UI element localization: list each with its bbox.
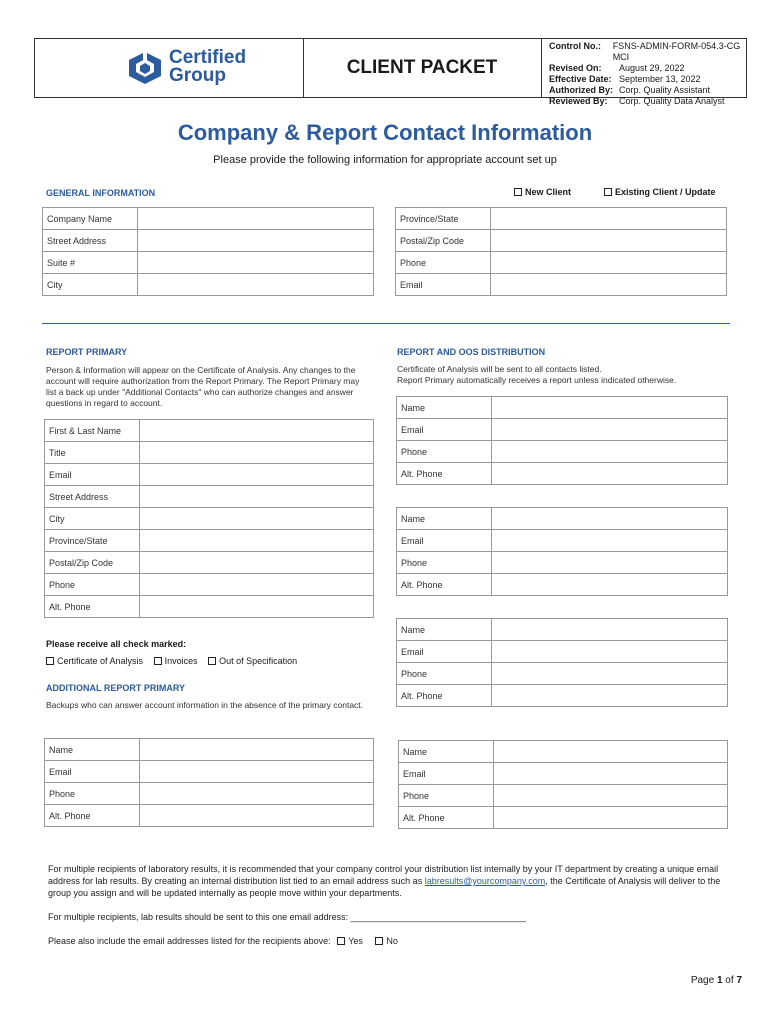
distribution-contact-4 xyxy=(398,740,728,829)
field-label: Province/State xyxy=(45,530,140,552)
form-row xyxy=(45,783,374,805)
control-info-value: FSNS-ADMIN-FORM-054.3-CG MCI xyxy=(612,41,741,62)
report-primary-heading: REPORT PRIMARY xyxy=(46,347,128,357)
field-input[interactable] xyxy=(138,208,374,230)
invoices-option[interactable] xyxy=(154,656,198,666)
field-label: Phone xyxy=(397,663,492,685)
yes-label: Yes xyxy=(348,936,363,946)
distribution-contact-2 xyxy=(396,507,728,596)
field-input[interactable] xyxy=(492,619,728,641)
page-current: 1 xyxy=(716,975,723,986)
include-emails-label: Please also include the email addresses listed for the recipients above: xyxy=(48,936,331,946)
field-input[interactable] xyxy=(138,274,374,296)
field-label: Phone xyxy=(399,785,494,807)
existing-client-checkbox[interactable] xyxy=(604,188,612,196)
form-row xyxy=(397,663,728,685)
page-number xyxy=(691,975,742,986)
field-input[interactable] xyxy=(492,508,728,530)
report-primary-table xyxy=(44,419,374,618)
field-label: Email xyxy=(399,763,494,785)
form-row xyxy=(43,230,374,252)
field-input[interactable] xyxy=(492,685,728,707)
form-row xyxy=(397,397,728,419)
field-label: Phone xyxy=(45,783,140,805)
recommendation-text-b: , the Certificate of Analysis will deliver to the group you assign and will be updated internally as people move within your departments. xyxy=(48,876,721,898)
field-label: Name xyxy=(45,739,140,761)
yes-checkbox[interactable] xyxy=(337,937,345,945)
form-row xyxy=(45,508,374,530)
general-info-heading: GENERAL INFORMATION xyxy=(46,188,156,198)
existing-client-option[interactable] xyxy=(604,187,716,197)
form-row xyxy=(397,685,728,707)
form-row xyxy=(45,464,374,486)
new-client-label: New Client xyxy=(525,187,572,197)
form-row xyxy=(43,208,374,230)
general-info-right-table xyxy=(395,207,727,296)
form-row xyxy=(396,208,727,230)
field-input[interactable] xyxy=(491,274,727,296)
field-input[interactable] xyxy=(140,486,374,508)
receive-options xyxy=(46,656,297,666)
no-checkbox[interactable] xyxy=(375,937,383,945)
form-row xyxy=(396,274,727,296)
field-label: Alt. Phone xyxy=(397,463,492,485)
field-input[interactable] xyxy=(492,530,728,552)
form-row xyxy=(397,508,728,530)
form-row xyxy=(397,419,728,441)
field-input[interactable] xyxy=(491,252,727,274)
distribution-desc-line-1: Certificate of Analysis will be sent to all contacts listed. xyxy=(397,364,602,374)
control-info-value: September 13, 2022 xyxy=(619,74,701,84)
additional-primary-table xyxy=(44,738,374,827)
form-row xyxy=(45,530,374,552)
form-row xyxy=(397,530,728,552)
page-total: 7 xyxy=(736,975,742,986)
field-label: Phone xyxy=(45,574,140,596)
form-row xyxy=(45,486,374,508)
field-input[interactable] xyxy=(494,741,728,763)
form-row xyxy=(45,442,374,464)
field-label: City xyxy=(43,274,138,296)
field-label: Phone xyxy=(397,552,492,574)
form-row xyxy=(397,552,728,574)
form-row xyxy=(45,552,374,574)
form-row xyxy=(397,641,728,663)
logo-mark-icon xyxy=(127,51,163,85)
control-info-row xyxy=(549,63,746,74)
logo-wordmark xyxy=(169,49,246,85)
field-input[interactable] xyxy=(140,783,374,805)
field-input[interactable] xyxy=(140,530,374,552)
form-row xyxy=(45,574,374,596)
field-label: Phone xyxy=(396,252,491,274)
field-label: Email xyxy=(397,530,492,552)
field-input[interactable] xyxy=(492,641,728,663)
form-row xyxy=(397,463,728,485)
field-input[interactable] xyxy=(492,574,728,596)
field-input[interactable] xyxy=(140,552,374,574)
field-label: Email xyxy=(397,641,492,663)
field-input[interactable] xyxy=(492,663,728,685)
field-input[interactable] xyxy=(138,252,374,274)
oos-checkbox[interactable] xyxy=(208,657,216,665)
field-input[interactable] xyxy=(491,230,727,252)
field-label: Name xyxy=(399,741,494,763)
form-row xyxy=(45,739,374,761)
packet-title: CLIENT PACKET xyxy=(303,39,542,97)
form-row xyxy=(397,574,728,596)
field-input[interactable] xyxy=(140,464,374,486)
field-label: Email xyxy=(45,464,140,486)
control-info-row xyxy=(549,41,746,63)
form-row xyxy=(43,252,374,274)
field-label: Title xyxy=(45,442,140,464)
example-email-link[interactable]: labresults@yourcompany.com xyxy=(424,876,546,886)
page-title: Company & Report Contact Information xyxy=(177,120,593,145)
oos-label: Out of Specification xyxy=(219,656,298,666)
distribution-description xyxy=(397,364,727,386)
include-emails-line xyxy=(48,935,398,947)
general-info-left-table xyxy=(42,207,374,296)
field-label: Alt. Phone xyxy=(45,596,140,618)
control-info-value: Corp. Quality Assistant xyxy=(619,85,711,95)
field-label: Alt. Phone xyxy=(45,805,140,827)
distribution-desc-line-2: Report Primary automatically receives a report unless indicated otherwise. xyxy=(397,375,677,385)
field-input[interactable] xyxy=(492,441,728,463)
field-input[interactable] xyxy=(138,230,374,252)
field-input[interactable] xyxy=(494,763,728,785)
coa-checkbox[interactable] xyxy=(46,657,54,665)
form-row xyxy=(399,807,728,829)
field-label: Alt. Phone xyxy=(399,807,494,829)
invoices-checkbox[interactable] xyxy=(154,657,162,665)
form-row xyxy=(45,805,374,827)
control-info-key: Revised On: xyxy=(549,63,602,73)
new-client-option[interactable] xyxy=(514,187,571,197)
field-label: Province/State xyxy=(396,208,491,230)
field-input[interactable] xyxy=(140,442,374,464)
field-input[interactable] xyxy=(492,397,728,419)
field-input[interactable] xyxy=(494,807,728,829)
field-input[interactable] xyxy=(140,739,374,761)
section-divider xyxy=(42,323,730,324)
coa-option[interactable] xyxy=(46,656,143,666)
existing-client-label: Existing Client / Update xyxy=(615,187,716,197)
field-label: Postal/Zip Code xyxy=(396,230,491,252)
recommendation-text-a: For multiple recipients of laboratory results, it is recommended that your company control your distribution list internally by your IT department by creating a unique email address for lab results. By creating an internal distribution list tied to an email address such as xyxy=(48,864,719,886)
control-info-key: Effective Date: xyxy=(549,74,612,84)
certified-group-logo xyxy=(35,39,304,97)
control-info-key: Authorized By: xyxy=(549,85,613,95)
document-control-info xyxy=(549,41,746,107)
single-email-line: For multiple recipients, lab results should be sent to this one email address: ___________________________________ xyxy=(48,912,526,922)
field-input[interactable] xyxy=(140,508,374,530)
field-label: Alt. Phone xyxy=(397,574,492,596)
field-input[interactable] xyxy=(140,596,374,618)
field-label: Email xyxy=(396,274,491,296)
form-row xyxy=(399,741,728,763)
form-row xyxy=(45,420,374,442)
field-label: Name xyxy=(397,619,492,641)
form-row xyxy=(45,761,374,783)
distribution-contact-1 xyxy=(396,396,728,485)
field-input[interactable] xyxy=(494,785,728,807)
form-row xyxy=(43,274,374,296)
field-label: Alt. Phone xyxy=(397,685,492,707)
form-row xyxy=(397,441,728,463)
page-of: of xyxy=(722,975,737,986)
field-label: Street Address xyxy=(45,486,140,508)
logo-line-1: Certified xyxy=(169,47,247,68)
field-input[interactable] xyxy=(140,805,374,827)
field-label: City xyxy=(45,508,140,530)
distribution-contact-3 xyxy=(396,618,728,707)
new-client-checkbox[interactable] xyxy=(514,188,522,196)
logo-line-2: Group xyxy=(169,65,226,86)
control-info-row xyxy=(549,74,746,85)
report-primary-description: Person & Information will appear on the Certificate of Analysis. Any changes to the account will require authorization from the Report Primary. The Report Primary may list a back up under "Additional Contacts" who can authorize changes and answer questions in regard to account. xyxy=(46,365,360,408)
field-label: Name xyxy=(397,397,492,419)
field-label: Phone xyxy=(397,441,492,463)
no-label: No xyxy=(386,936,398,946)
control-info-value: Corp. Quality Data Analyst xyxy=(619,96,725,106)
field-input[interactable] xyxy=(492,419,728,441)
coa-label: Certificate of Analysis xyxy=(57,656,144,666)
page-subtitle: Please provide the following information for appropriate account set up xyxy=(213,154,557,166)
invoices-label: Invoices xyxy=(164,656,198,666)
field-input[interactable] xyxy=(140,761,374,783)
page-prefix: Page xyxy=(690,975,717,986)
control-info-key: Control No.: xyxy=(549,41,601,51)
field-label: First & Last Name xyxy=(45,420,140,442)
additional-primary-heading: ADDITIONAL REPORT PRIMARY xyxy=(46,683,186,693)
field-label: Postal/Zip Code xyxy=(45,552,140,574)
field-input[interactable] xyxy=(492,552,728,574)
form-row xyxy=(396,252,727,274)
field-input[interactable] xyxy=(140,420,374,442)
distribution-recommendation xyxy=(48,863,728,899)
form-row xyxy=(399,785,728,807)
field-input[interactable] xyxy=(491,208,727,230)
control-info-key: Reviewed By: xyxy=(549,96,608,106)
control-info-row xyxy=(549,96,746,107)
distribution-heading: REPORT AND OOS DISTRIBUTION xyxy=(397,347,546,357)
field-label: Street Address xyxy=(43,230,138,252)
form-row xyxy=(396,230,727,252)
form-row xyxy=(399,763,728,785)
receive-checked-label: Please receive all check marked: xyxy=(46,639,187,649)
field-input[interactable] xyxy=(140,574,374,596)
control-info-row xyxy=(549,85,746,96)
field-input[interactable] xyxy=(492,463,728,485)
control-info-value: August 29, 2022 xyxy=(619,63,685,73)
form-row xyxy=(45,596,374,618)
field-label: Name xyxy=(397,508,492,530)
field-label: Email xyxy=(45,761,140,783)
document-header xyxy=(34,38,747,106)
field-label: Company Name xyxy=(43,208,138,230)
form-row xyxy=(397,619,728,641)
oos-option[interactable] xyxy=(208,656,297,666)
field-label: Suite # xyxy=(43,252,138,274)
additional-primary-description: Backups who can answer account information in the absence of the primary contact. xyxy=(46,700,364,710)
field-label: Email xyxy=(397,419,492,441)
